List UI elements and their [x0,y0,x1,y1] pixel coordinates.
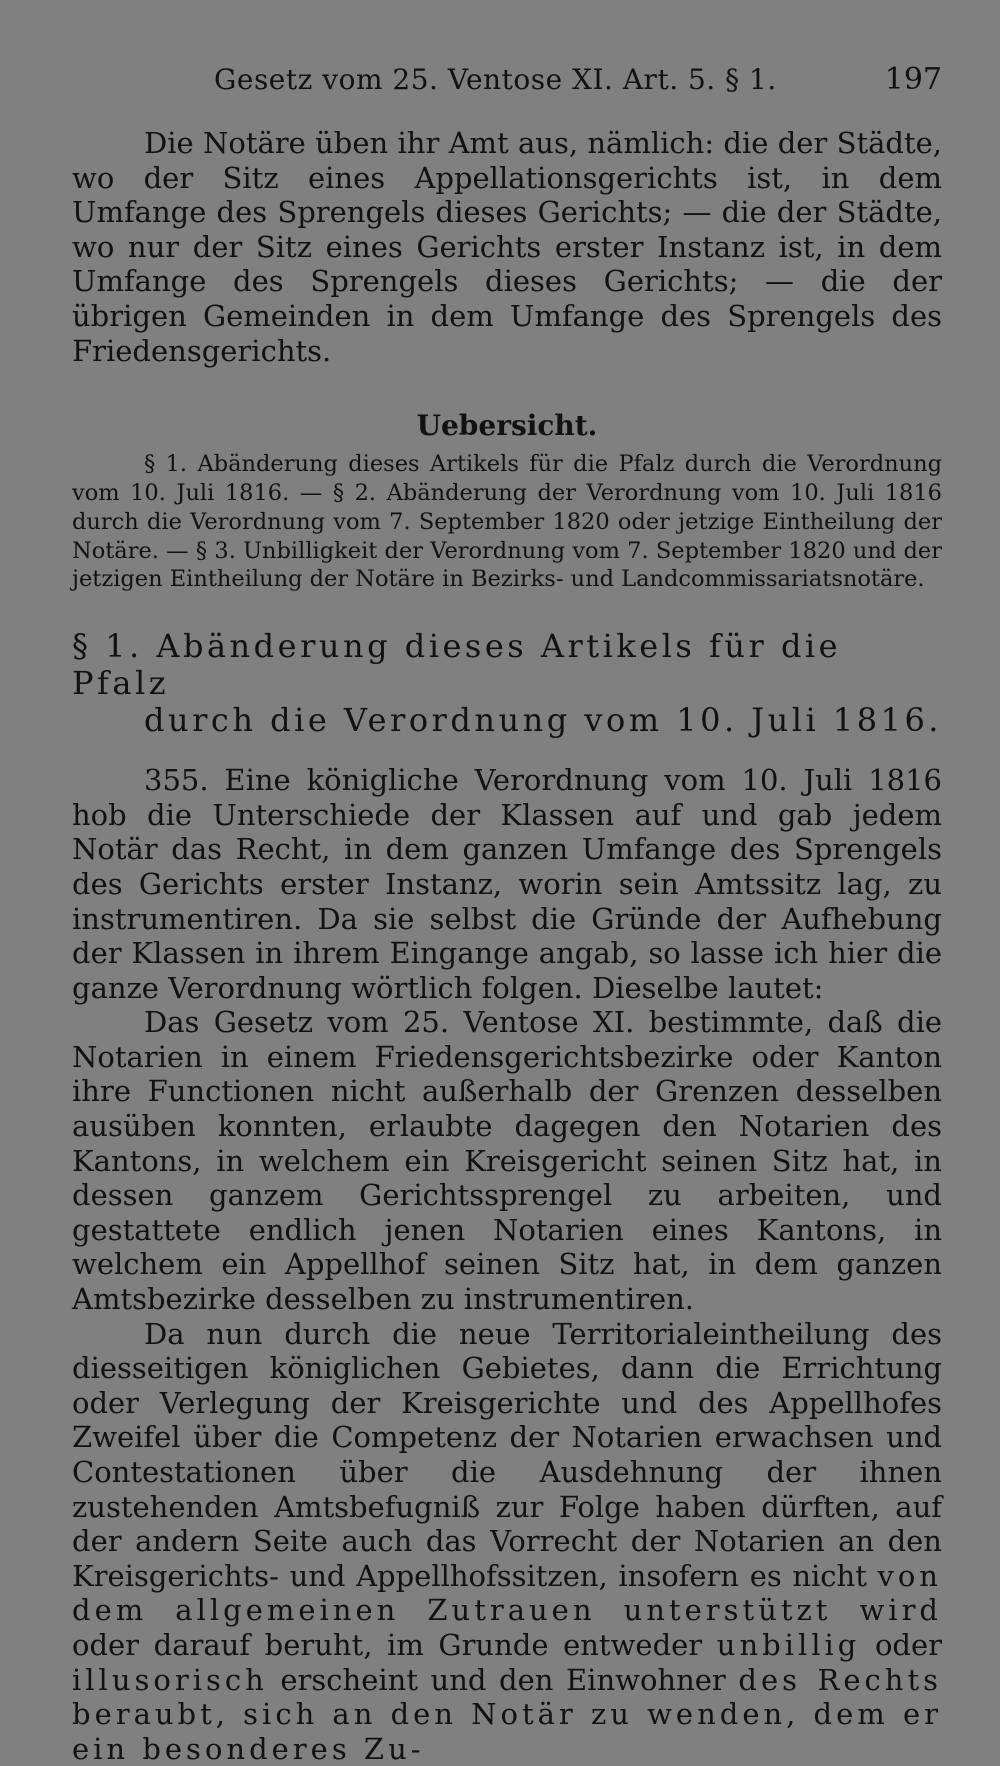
running-head-title: Gesetz vom 25. Ventose XI. Art. 5. § 1. [214,63,777,96]
book-page [72,62,942,1766]
section-heading-line2: durch die Verordnung vom 10. Juli 1816. [144,701,942,740]
section-heading [72,628,942,739]
paragraph-da-nun [72,1317,942,1766]
paragraph-gesetz: Das Gesetz vom 25. Ventose XI. bestimmte, daß die Notarien in einem Friedensgerichtsbezirke oder Kanton ihre Functionen nicht außerhalb der Grenzen desselben ausüben konnten, erlaubte dagegen den Notarien des Kantons, in welchem ein Kreisgericht seinen Sitz hat, in dessen ganzem Gerichtssprengel zu arbeiten, und gestattete endlich jenen Notarien eines Kantons, in welchem ein Appellhof seinen Sitz hat, in dem ganzen Amtsbezirke desselben zu instrumentiren. [72,1005,942,1317]
paragraph-355: 355. Eine königliche Verordnung vom 10. Juli 1816 hob die Unterschiede der Klassen auf und gab jedem Notär das Recht, in dem ganzen Umfange des Sprengels des Gerichts erster Instanz, worin sein Amtssitz lag, zu instrumentiren. Da sie selbst die Gründe der Aufhebung der Klassen in ihrem Eingange angab, so lasse ich hier die ganze Verordnung wörtlich folgen. Dieselbe lautet: [72,763,942,1005]
paragraph-da-nun-part3: oder [874,1627,943,1662]
overview-heading: Uebersicht. [416,409,598,443]
emphasis-text: des Rechts beraubt, sich an den Notär zu wenden, dem er ein besonderes Zu- [72,1662,943,1766]
section-heading-line1: § 1. Abänderung dieses Artikels für die Pfalz [72,627,842,703]
intro-paragraph: Die Notäre üben ihr Amt aus, nämlich: die der Städte, wo der Sitz eines Appellationsgerichts ist, in dem Umfange des Sprengels dieses Gerichts; — die der Städte, wo nur der Sitz eines Gerichts erster Instanz ist, in dem Umfange des Sprengels dieses Gerichts; — die der übrigen Gemeinden in dem Umfange des Sprengels des Friedensgerichts. [72,126,942,368]
paragraph-da-nun-part4: erscheint und den Einwohner [280,1662,726,1697]
emphasis-text: illusorisch [72,1662,268,1697]
running-head [72,62,942,110]
emphasis-text: von dem allgemeinen Zutrauen unterstützt wird [72,1558,942,1628]
paragraph-da-nun-part2: oder darauf beruht, im Grunde entweder [72,1627,703,1662]
page-number: 197 [884,62,942,97]
paragraph-da-nun-part1: Da nun durch die neue Territorialeintheilung des diesseitigen königlichen Gebietes, dann die Errichtung oder Verlegung der Kreisgerichte und des Appellhofes Zweifel über die Competenz der Notarien erwachsen und Contestationen über die Ausdehnung der ihnen zustehenden Amtsbefugniß zur Folge haben dürften, auf der andern Seite auch das Vorrecht der Notarien an den Kreisgerichts- und Appellhofssitzen, insofern es nicht [72,1316,942,1593]
emphasis-text: unbillig [716,1627,861,1662]
overview-text: § 1. Abänderung dieses Artikels für die Pfalz durch die Verordnung vom 10. Juli 1816. — § 2. Abänderung der Verordnung vom 10. Juli 1816 durch die Verordnung vom 7. September 1820 oder jetzige Eintheilung der Notäre. — § 3. Unbilligkeit der Verordnung vom 7. September 1820 und der jetzigen Eintheilung der Notäre in Bezirks- und Landcommissariatsnotäre. [72,451,942,593]
